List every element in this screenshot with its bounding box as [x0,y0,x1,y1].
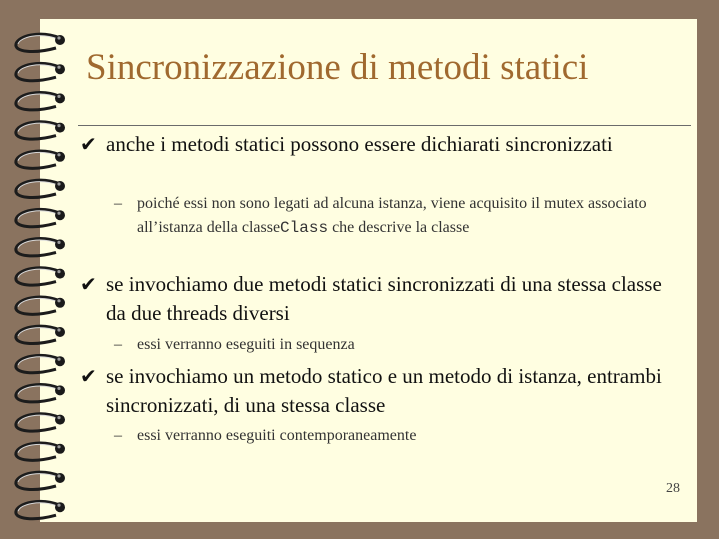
spiral-binding-ring-icon [16,385,65,402]
spiral-binding-ring-icon [16,297,65,314]
spiral-binding-ring-icon [16,34,65,51]
bullet-3 [80,362,680,420]
slide-title: Sincronizzazione di metodi statici [86,47,589,88]
spiral-binding-ring-icon [16,443,65,460]
sub-bullet-1-text-b: che descrive la classe [328,219,470,236]
bullet-3-text: se invochiamo un metodo statico e un metodo di istanza, entrambi sincronizzati, di una stessa classe [106,364,662,417]
dash-icon: – [114,336,122,353]
sub-bullet-3 [114,424,674,448]
bullet-1 [80,130,680,159]
spiral-binding-ring-icon [16,93,65,110]
spiral-binding-ring-icon [16,414,65,431]
spiral-binding-ring-icon [16,63,65,80]
spiral-binding-ring-icon [16,268,65,285]
sub-bullet-3-text: essi verranno eseguiti contemporaneamente [137,427,417,444]
title-divider [78,125,691,126]
spiral-binding-ring-icon [16,180,65,197]
spiral-binding-ring-icon [16,501,65,518]
spiral-binding-ring-icon [16,209,65,226]
sub-bullet-2 [114,333,674,357]
spiral-binding-ring-icon [16,472,65,489]
spiral-binding-ring-icon [16,151,65,168]
check-mark-icon: ✔ [80,364,97,388]
bullet-2-text: se invochiamo due metodi statici sincronizzati di una stessa classe da due threads diversi [106,272,662,325]
check-mark-icon: ✔ [80,272,97,296]
class-code: Class [280,219,329,237]
spiral-binding-ring-icon [16,326,65,343]
page-number: 28 [666,481,680,496]
dash-icon: – [114,195,122,212]
dash-icon: – [114,427,122,444]
spiral-binding-ring-icon [16,239,65,256]
check-mark-icon: ✔ [80,132,97,156]
sub-bullet-2-text: essi verranno eseguiti in sequenza [137,336,355,353]
sub-bullet-1 [114,192,674,240]
spiral-binding [0,0,80,539]
spiral-binding-ring-icon [16,355,65,372]
sub-bullet-1-text-a: poiché essi non sono legati ad alcuna istanza, viene acquisito il mutex associato all’istanza della classe [137,195,647,236]
bullet-1-text: anche i metodi statici possono essere dichiarati sincronizzati [106,132,613,156]
sub-bullet-1-text [137,192,674,240]
bullet-2 [80,270,680,328]
spiral-binding-ring-icon [16,122,65,139]
